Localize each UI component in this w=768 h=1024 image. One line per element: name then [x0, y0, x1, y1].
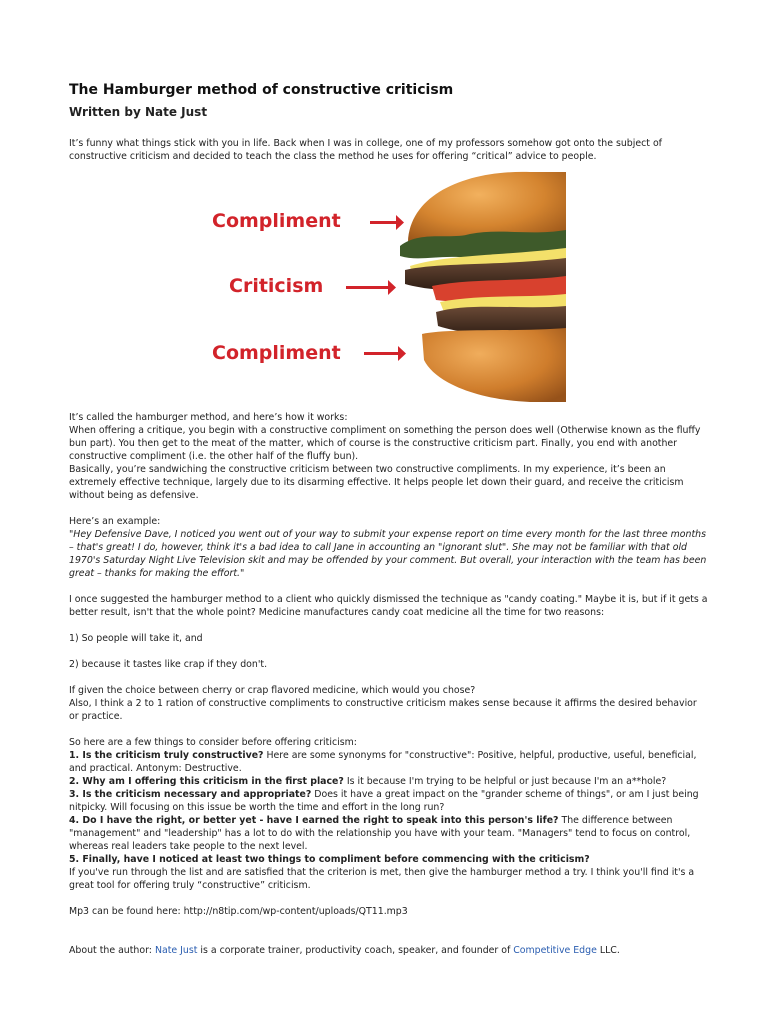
criticism-label: Criticism [229, 275, 324, 297]
closing-paragraph: If you've run through the list and are satisfied that the criterion is met, then give the hamburger method a try. I think you'll find it's a great tool for offering truly “constructive” criticism. [69, 867, 695, 891]
method-explanation: When offering a critique, you begin with a constructive compliment on something the person does well (Otherwise known as the fluffy bun part). You then get to the meat of the matter, which of course is the constructive criticism part. Finally, you end with another constructive compliment (i.e. the other half of the fluffy bun). [69, 425, 701, 462]
arrow-group [346, 215, 406, 361]
author-link[interactable]: Nate Just [154, 945, 198, 956]
list-intro: So here are a few things to consider before offering criticism: [69, 737, 357, 748]
about-middle: is a corporate trainer, productivity coach, speaker, and founder of [197, 945, 514, 956]
hamburger-figure [200, 170, 566, 402]
about-author [69, 944, 709, 957]
example-quote: "Hey Defensive Dave, I noticed you went out of your way to submit your expense report on time every month for the last three months – that's great! I do, however, think it's a bad idea to call Jane in accounting an "ignorant slut". She may not be familiar with that old 1970's Saturday Night Live Television skit and may be offended by your comment. But overall, your interaction with the team has been great – thanks for making the effort." [69, 529, 707, 579]
method-intro: It’s called the hamburger method, and here’s how it works: [69, 412, 348, 423]
list-item-answer: Here are some synonyms for "constructive": Positive, helpful, productive, useful, beneficial, and practical. Antonym: Destructive. [69, 750, 697, 774]
list-item [69, 814, 709, 853]
reason-two: 2) because it tastes like crap if they don't. [69, 659, 268, 670]
arrow-top-head [396, 215, 404, 230]
about-suffix: LLC. [596, 945, 620, 956]
list-item-question: 2. Why am I offering this criticism in the first place? [69, 776, 344, 787]
article-title: The Hamburger method of constructive criticism [69, 82, 454, 98]
arrow-top-shaft [370, 221, 396, 224]
arrow-middle-shaft [346, 286, 388, 289]
list-item-question: 1. Is the criticism truly constructive? [69, 750, 264, 761]
list-item [69, 775, 709, 788]
article-body [69, 411, 709, 957]
bottom-bun [422, 328, 566, 402]
compliment-label-bottom: Compliment [212, 342, 341, 364]
list-item [69, 788, 709, 814]
ratio-paragraph: Also, I think a 2 to 1 ration of constructive compliments to constructive criticism makes sense because it affirms the desired behavior or practice. [69, 698, 697, 722]
company-link[interactable]: Competitive Edge [513, 945, 597, 956]
list-item-question: 3. Is the criticism necessary and appropriate? [69, 789, 312, 800]
list-item-question: 4. Do I have the right, or better yet - have I earned the right to speak into this person's life? [69, 815, 559, 826]
article-byline: Written by Nate Just [69, 105, 208, 119]
mp3-link-line[interactable]: Mp3 can be found here: http://n8tip.com/wp-content/uploads/QT11.mp3 [69, 906, 408, 917]
intro-block [69, 137, 709, 163]
compliment-label-top: Compliment [212, 210, 341, 232]
method-effectiveness: Basically, you’re sandwiching the constructive criticism between two constructive compliments. In my experience, it’s been an extremely effective technique, largely due to its disarming effective. It helps people let down their guard, and receive the criticism without being as defensive. [69, 464, 684, 501]
list-item-answer: The difference between "management" and "leadership" has a lot to do with the relationship you have with your team. "Managers" tend to focus on control, whereas real leaders take people to the next level. [69, 815, 691, 852]
list-item [69, 853, 709, 866]
candy-coating-paragraph: I once suggested the hamburger method to a client who quickly dismissed the technique as "candy coating." Maybe it is, but if it gets a better result, isn't that the whole point? Medicine manufactures candy coat medicine all the time for two reasons: [69, 594, 708, 618]
list-item [69, 749, 709, 775]
reason-one: 1) So people will take it, and [69, 633, 203, 644]
list-item-question: 5. Finally, have I noticed at least two things to compliment before commencing with the criticism? [69, 854, 590, 865]
arrow-bottom-head [398, 346, 406, 361]
example-intro: Here’s an example: [69, 516, 161, 527]
arrow-bottom-shaft [364, 352, 398, 355]
arrow-middle-head [388, 280, 396, 295]
list-item-answer: Is it because I'm trying to be helpful or just because I'm an a**hole? [343, 776, 667, 787]
about-prefix: About the author: [69, 945, 155, 956]
list-item-answer: Does it have a great impact on the "grander scheme of things", or am I just being nitpicky. Will focusing on this issue be worth the time and effort in the long run? [69, 789, 699, 813]
choice-question: If given the choice between cherry or crap flavored medicine, which would you chose? [69, 685, 476, 696]
intro-paragraph: It’s funny what things stick with you in life. Back when I was in college, one of my professors somehow got onto the subject of constructive criticism and decided to teach the class the method he uses for offering “critical” advice to people. [69, 138, 662, 162]
